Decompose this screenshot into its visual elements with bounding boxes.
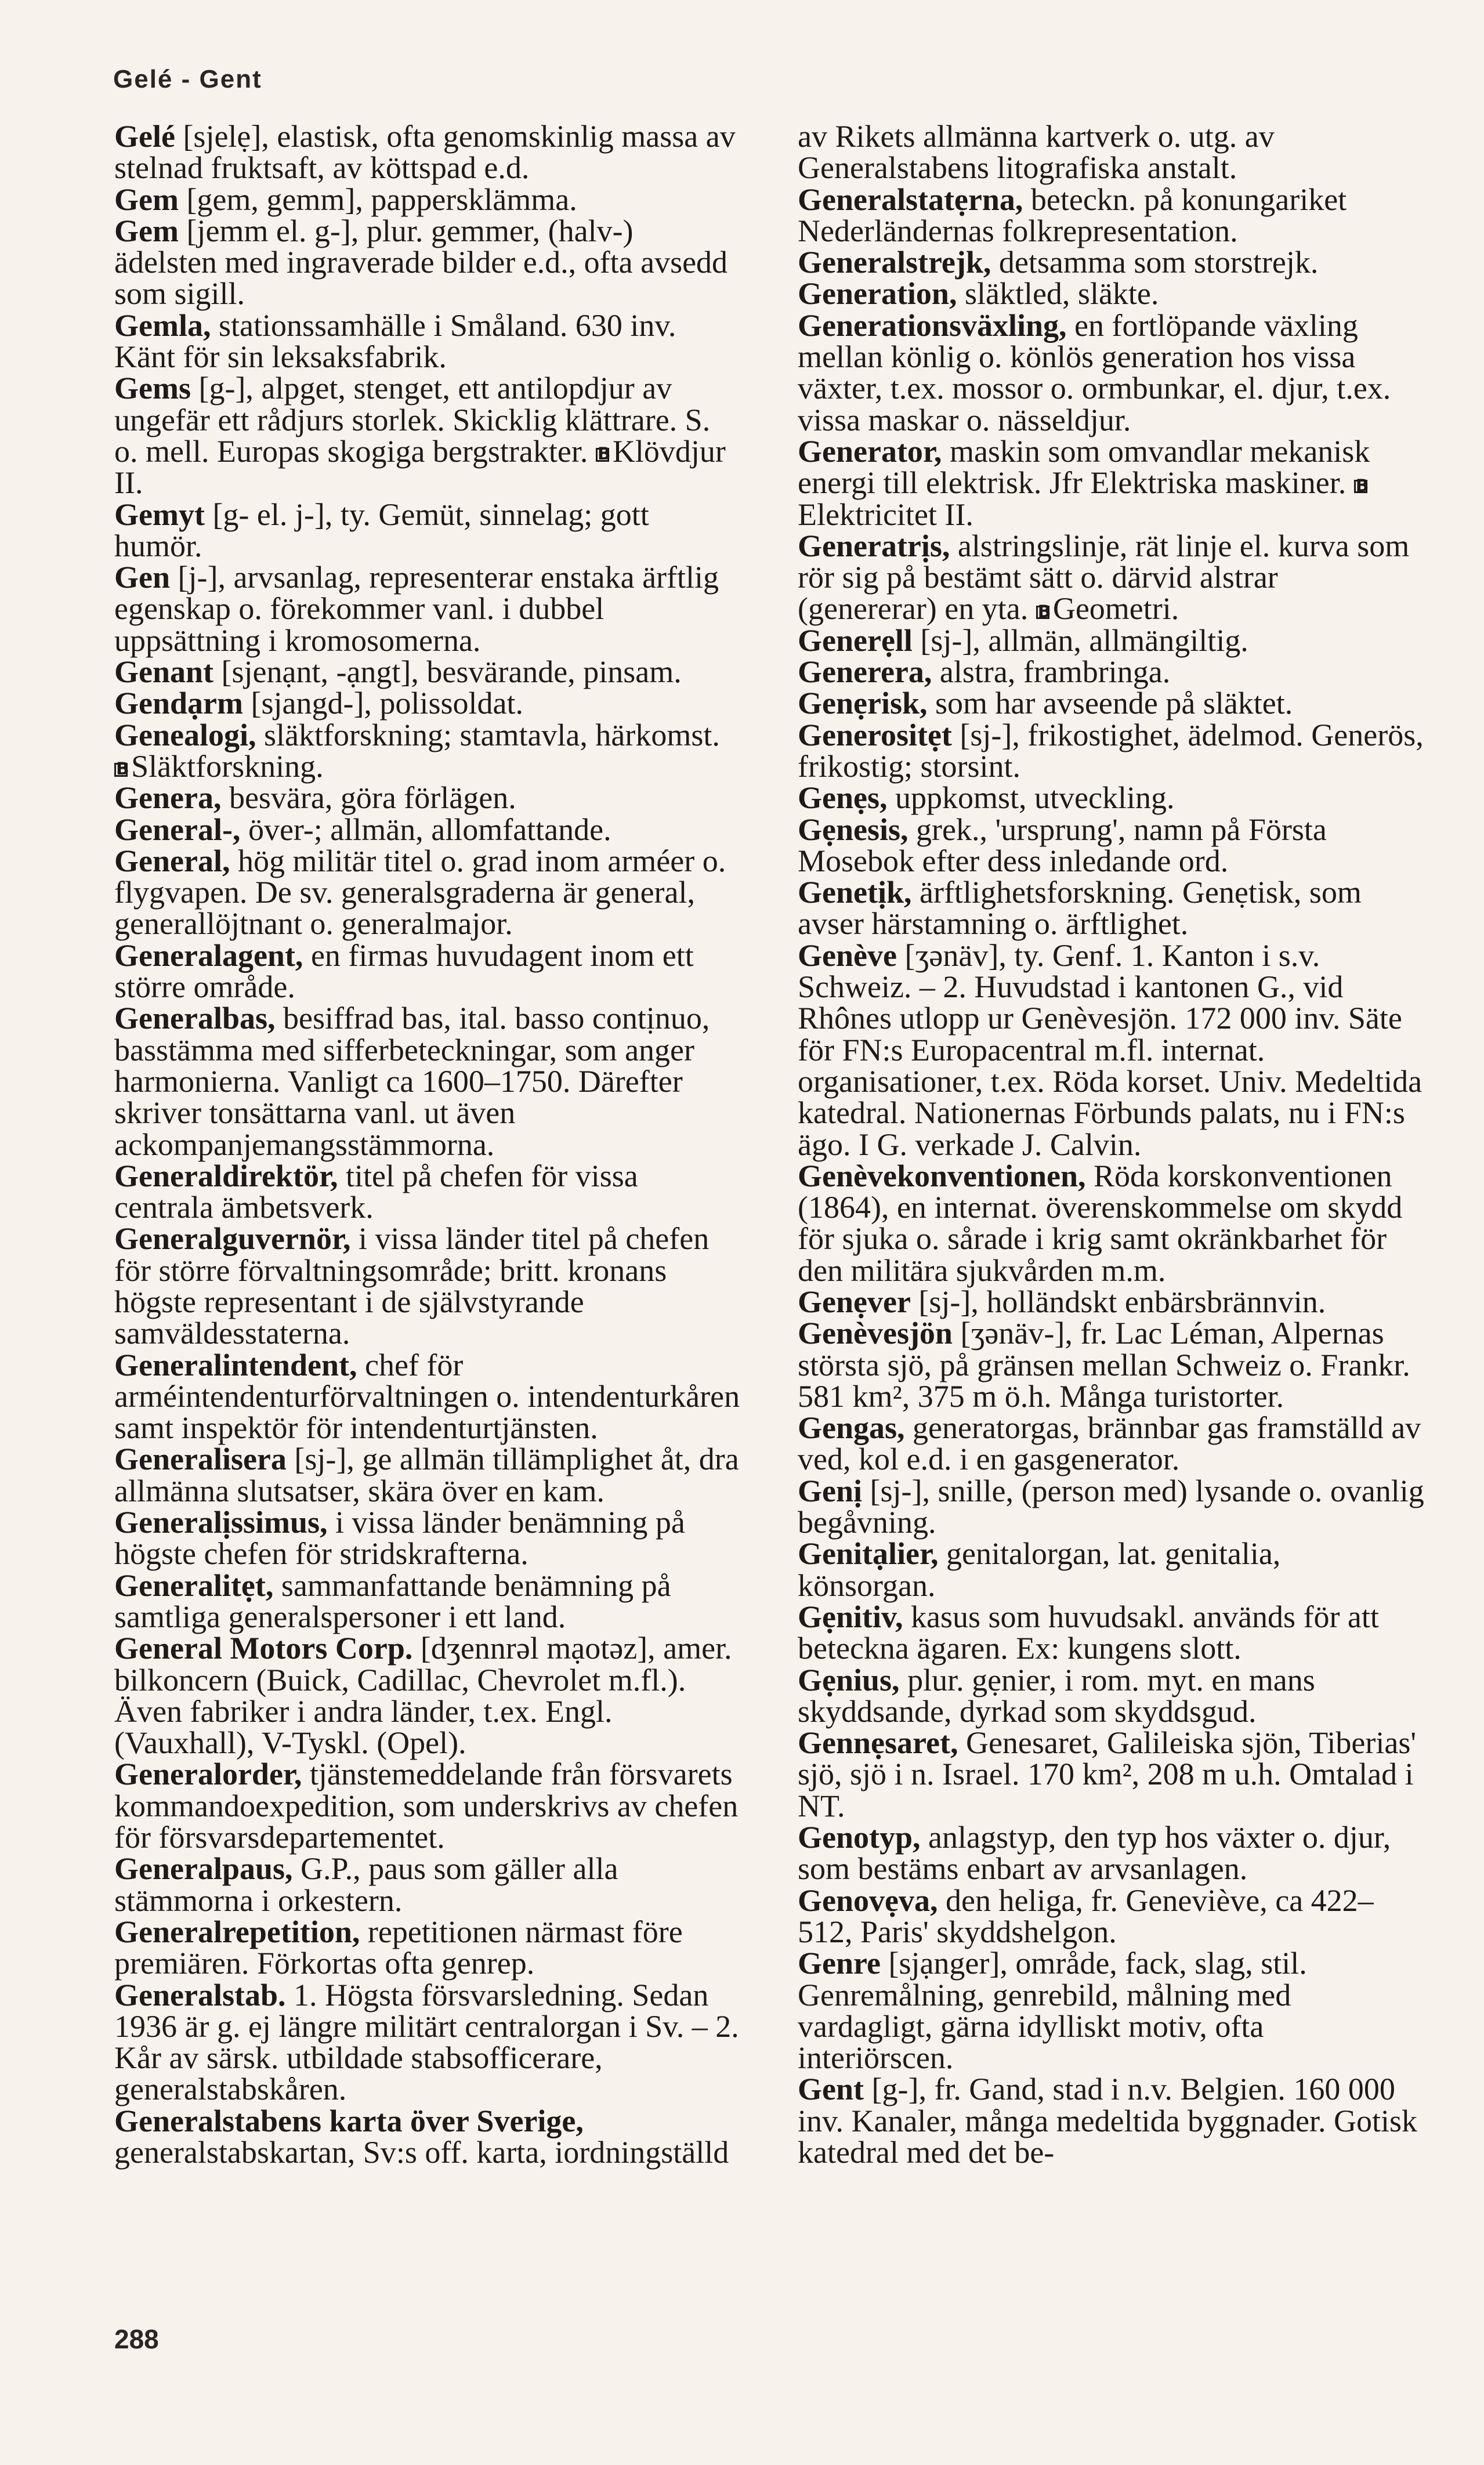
entry-definition: plur. gẹnier, i rom. myt. en mans skyddsande, dyrkad som skyddsgud. [798, 1662, 1315, 1729]
dictionary-entry [114, 1979, 741, 2105]
dictionary-entry [798, 780, 1424, 816]
dictionary-entry [798, 1412, 1424, 1475]
entry-headword: Generalpaus, [114, 1851, 293, 1887]
entry-definition: stationssamhälle i Småland. 630 inv. Känt för sin leksaksfabrik. [114, 307, 676, 375]
entry-headword: Generalstabens karta över Sverige, [114, 2103, 584, 2138]
entry-definition: [sj-], frikostighet, ädelmod. Generös, frikostig; storsint. [798, 717, 1424, 784]
dictionary-entry [798, 1946, 1424, 2076]
entry-headword: Gelé [114, 119, 175, 154]
entry-definition: [sj-], snille, (person med) lysande o. ovanlig begåvning. [798, 1473, 1424, 1540]
entry-definition: i vissa länder benämning på högste chefen för stridskrafterna. [114, 1505, 685, 1572]
dictionary-entry [798, 2073, 1424, 2168]
entry-headword: Generaldirektör, [114, 1158, 338, 1193]
entry-definition: [jemm el. g-], plur. gemmer, (halv-) ädelsten med ingraverade bilder e.d., ofta avsedd som sigill. [114, 213, 728, 312]
left-column [114, 121, 741, 2168]
dictionary-entry [798, 719, 1424, 783]
entry-headword: Gems [114, 371, 191, 406]
entry-definition: kasus som huvudsakl. används för att beteckna ägaren. Ex: kungens slott. [798, 1599, 1379, 1666]
entry-definition: över-; allmän, allomfattande. [240, 812, 611, 847]
entry-definition: [g- el. j-], ty. Gemüt, sinnelag; gott humör. [114, 497, 649, 563]
dictionary-entry [798, 247, 1424, 278]
dictionary-entry [798, 1727, 1424, 1822]
see-reference-icon: B [596, 448, 609, 461]
dictionary-entry [114, 1758, 741, 1853]
dictionary-entry [798, 121, 1424, 184]
see-reference-target: Släktforskning. [131, 748, 324, 784]
entry-definition: [sjelẹ], elastisk, ofta genomskinlig massa av stelnad fruktsaft, av köttspad e.d. [114, 119, 736, 186]
dictionary-entry [114, 780, 741, 816]
entry-headword: Generalstab. [114, 1977, 286, 2012]
dictionary-entry [798, 1160, 1424, 1286]
dictionary-entry [114, 2105, 741, 2169]
dictionary-entry [114, 1853, 741, 1916]
see-reference-icon: B [1036, 606, 1049, 619]
entry-definition: besiffrad bas, ital. basso contịnuo, basstämma med sifferbeteckningar, som anger harmonierna. Vanligt ca 1600–1750. Därefter skriver tonsättarna vanl. ut även ackompanjemangsstämmorna. [114, 1001, 710, 1162]
dictionary-entry [798, 276, 1424, 312]
dictionary-entry [114, 719, 741, 783]
entry-headword: Genovẹva, [798, 1883, 938, 1918]
entry-definition: en fortlöpande växling mellan könlig o. könlös generation hos vissa växter, t.ex. mossor o. ormbunkar, el. djur, t.ex. vissa maskar o. nässeldjur. [798, 307, 1391, 437]
dictionary-entry [114, 121, 741, 184]
entry-headword: Generositẹt [798, 717, 952, 752]
entry-definition: hög militär titel o. grad inom arméer o. flygvapen. De sv. generalsgraderna är general, generallöjtnant o. generalmajor. [114, 843, 726, 942]
dictionary-entry [114, 845, 741, 940]
entry-headword: Generalitẹt, [114, 1568, 274, 1603]
entry-headword: Gemla, [114, 307, 211, 343]
dictionary-entry [798, 433, 1424, 532]
entry-definition: som har avseende på släktet. [927, 686, 1293, 721]
entry-headword: Gẹnesis, [798, 812, 909, 847]
entry-headword: Genève [798, 938, 897, 973]
dictionary-entry [798, 687, 1424, 719]
entry-definition: i vissa länder titel på chefen för större förvaltningsområde; britt. kronans högste representant i de självstyrande samväldesstaterna. [114, 1221, 710, 1351]
entry-definition: [sj-], allmän, allmängiltig. [912, 622, 1248, 658]
entry-definition: [dʒennrəl mạotəz], amer. bilkoncern (Buick, Cadillac, Chevrolet m.fl.). Även fabriker i andra länder, t.ex. Engl. (Vauxhall), V-Tyskl. (Opel). [114, 1631, 732, 1761]
entry-headword: Genre [798, 1946, 881, 1981]
dictionary-entry [798, 1317, 1424, 1412]
see-reference-target: Klövdjur II. [114, 433, 726, 501]
entry-definition: ärftlighetsforskning. Genẹtisk, som avser härstamning o. ärftlighet. [798, 875, 1362, 942]
see-reference-icon: B [1354, 480, 1367, 493]
entry-definition: besvära, göra förlägen. [221, 780, 516, 816]
dictionary-entry [798, 1885, 1424, 1948]
entry-definition: detsamma som storstrejk. [991, 245, 1319, 280]
entry-definition: Röda korskonventionen (1864), en internat. överenskommelse om skydd för sjuka o. sårade i krig samt okränkbarhet för den militära sjukvården m.m. [798, 1158, 1403, 1288]
entry-definition: genitalorgan, lat. genitalia, könsorgan. [798, 1536, 1281, 1603]
entry-headword: Genèvekonventionen, [798, 1158, 1086, 1193]
entry-headword: Generatrịs, [798, 528, 950, 563]
entry-headword: Generationsväxling, [798, 307, 1067, 343]
entry-definition: släktforskning; stamtavla, härkomst. [256, 717, 720, 752]
dictionary-entry [114, 654, 741, 690]
entry-headword: Gen [114, 560, 171, 595]
dictionary-entry [114, 1507, 741, 1570]
entry-headword: Genotyp, [798, 1820, 921, 1855]
entry-headword: Generalbas, [114, 1001, 276, 1036]
entry-headword: Generator, [798, 433, 942, 469]
entry-headword: Generalstrejk, [798, 245, 991, 280]
dictionary-entry [114, 814, 741, 845]
entry-definition: [ʒənäv-], fr. Lac Léman, Alpernas största sjö, på gränsen mellan Schweiz o. Frankr. 581 km², 375 m ö.h. Många turistorter. [798, 1316, 1410, 1414]
dictionary-entry [114, 307, 741, 375]
dictionary-entry [114, 371, 741, 501]
entry-definition: 1. Högsta försvarsledning. Sedan 1936 är g. ej längre militärt centralorgan i Sv. – 2. Kår av särsk. utbildade stabsofficerare, generalstabskåren. [114, 1977, 739, 2107]
entry-definition: [sj-], holländskt enbärsbrännvin. [910, 1284, 1326, 1319]
dictionary-entry [798, 530, 1424, 625]
entry-headword: Gengas, [798, 1410, 905, 1446]
entry-definition: [sjạnger], område, fack, slag, stil. Genremålning, genrebild, målning med vardagligt, gärna idylliskt motiv, ofta interiörscen. [798, 1946, 1307, 2076]
dictionary-entry [798, 1538, 1424, 1601]
entry-definition: sammanfattande benämning på samtliga generalspersoner i ett land. [114, 1568, 671, 1634]
entry-headword: General Motors Corp. [114, 1631, 413, 1666]
dictionary-entry [798, 1286, 1424, 1317]
entry-definition: [j-], arvsanlag, representerar enstaka ärftlig egenskap o. förekommer vanl. i dubbel uppsättning i kromosomerna. [114, 560, 719, 658]
entry-definition: [sjangd-], polissoldat. [243, 686, 523, 721]
dictionary-entry [114, 940, 741, 1003]
entry-definition: grek., 'ursprung', namn på Första Mosebok efter dess inledande ord. [798, 812, 1327, 878]
dictionary-entry [114, 1160, 741, 1224]
dictionary-entry [114, 1916, 741, 1979]
entry-headword: Generẹll [798, 622, 913, 658]
dictionary-entry [798, 1664, 1424, 1728]
running-head: Gelé - Gent [113, 65, 262, 93]
entry-headword: Generalịssimus, [114, 1505, 328, 1540]
entry-definition: beteckn. på konungariket Nederländernas folkrepresentation. [798, 182, 1347, 248]
entry-definition: alstringslinje, rät linje el. kurva som rör sig på bestämt sätt o. därvid alstrar (genererar) en yta. [798, 528, 1410, 627]
entry-headword: Genẹver [798, 1284, 911, 1319]
entry-headword: Gemyt [114, 497, 205, 532]
page-number: 288 [114, 2324, 159, 2354]
entry-definition: maskin som omvandlar mekanisk energi till elektrisk. Jfr Elektriska maskiner. [798, 433, 1370, 501]
entry-headword: Generalintendent, [114, 1347, 357, 1382]
entry-definition: [gem, gemm], pappersklämma. [178, 182, 577, 217]
entry-definition: titel på chefen för vissa centrala ämbetsverk. [114, 1158, 638, 1225]
entry-definition: en firmas huvudagent inom ett större område. [114, 938, 694, 1005]
entry-definition: av Rikets allmänna kartverk o. utg. av Generalstabens litografiska anstalt. [798, 119, 1275, 186]
dictionary-entry [798, 940, 1424, 1160]
entry-definition: den heliga, fr. Geneviève, ca 422–512, Paris' skyddshelgon. [798, 1883, 1374, 1949]
dictionary-entry [114, 1443, 741, 1507]
dictionary-entry [114, 499, 741, 562]
entry-definition: tjänstemeddelande från försvarets kommandoexpedition, som underskrivs av chefen för försvarsdepartementet. [114, 1757, 739, 1855]
entry-headword: General-, [114, 812, 241, 847]
entry-headword: Gẹnitiv, [798, 1599, 903, 1634]
right-column [798, 121, 1424, 2168]
dictionary-entry [798, 814, 1424, 877]
dictionary-entry [798, 654, 1424, 690]
dictionary-entry [114, 687, 741, 719]
see-reference-icon: B [114, 763, 128, 776]
entry-headword: Genị [798, 1473, 863, 1508]
entry-definition: repetitionen närmast före premiären. Förkortas ofta genrep. [114, 1914, 683, 1981]
dictionary-entry [114, 1223, 741, 1349]
dictionary-entry [114, 1349, 741, 1444]
entry-definition: [g-], fr. Gand, stad i n.v. Belgien. 160 000 inv. Kanaler, många medeltida byggnader. Gotisk katedral med det be- [798, 2072, 1418, 2170]
dictionary-entry [798, 1601, 1424, 1664]
entry-headword: Gendạrm [114, 686, 243, 721]
entry-definition: generalstabskartan, Sv:s off. karta, iordningställd [114, 2135, 729, 2170]
entry-headword: Generation, [798, 276, 957, 312]
dictionary-entry [798, 877, 1424, 940]
entry-headword: Genẹs, [798, 780, 888, 816]
dictionary-entry [114, 1631, 741, 1761]
entry-headword: Gem [114, 182, 179, 217]
entry-headword: Generera, [798, 654, 932, 690]
entry-definition: G.P., paus som gäller alla stämmorna i orkestern. [114, 1851, 618, 1918]
entry-headword: Generalorder, [114, 1757, 302, 1792]
entry-definition: [sj-], ge allmän tillämplighet åt, dra allmänna slutsatser, skära över en kam. [114, 1442, 739, 1508]
entry-definition: chef för arméintendenturförvaltningen o. intendenturkåren samt inspektör för intendenturtjänsten. [114, 1347, 740, 1446]
entry-headword: Gennẹsaret, [798, 1725, 958, 1761]
dictionary-entry [114, 562, 741, 656]
entry-headword: Genetịk, [798, 875, 912, 910]
see-reference-target: Elektricitet II. [798, 497, 973, 532]
dictionary-entry [798, 1822, 1424, 1885]
entry-headword: Gem [114, 213, 179, 248]
entry-headword: Gent [798, 2072, 864, 2107]
entry-definition: uppkomst, utveckling. [887, 780, 1175, 816]
entry-headword: General, [114, 843, 230, 878]
entry-headword: Genant [114, 654, 214, 690]
entry-headword: Generalrepetition, [114, 1914, 360, 1949]
entry-definition: anlagstyp, den typ hos växter o. djur, som bestäms enbart av arvsanlagen. [798, 1820, 1391, 1887]
dictionary-entry [114, 215, 741, 310]
entry-headword: Generalstatẹrna, [798, 182, 1023, 217]
dictionary-entry [798, 184, 1424, 247]
entry-headword: Genealogi, [114, 717, 256, 752]
entry-headword: Genera, [114, 780, 222, 816]
entry-definition: generatorgas, brännbar gas framställd av ved, kol e.d. i en gasgenerator. [798, 1410, 1421, 1477]
dictionary-entry [798, 1475, 1424, 1539]
entry-definition: [ʒənäv], ty. Genf. 1. Kanton i s.v. Schweiz. – 2. Huvudstad i kantonen G., vid Rhônes utlopp ur Genèvesjön. 172 000 inv. Säte för FN:s Europacentral m.fl. internat. organisationer, t.ex. Röda korset. Univ. Medeltida katedral. Nationernas Förbunds palats, nu i FN:s ägo. I G. verkade J. Calvin. [798, 938, 1423, 1162]
entry-headword: Genèvesjön [798, 1316, 953, 1351]
dictionary-entry [798, 622, 1424, 658]
dictionary-entry [114, 184, 741, 215]
entry-headword: Genitạlier, [798, 1536, 939, 1572]
entry-headword: Genẹrisk, [798, 686, 928, 721]
entry-definition: alstra, frambringa. [932, 654, 1171, 690]
dictionary-entry [798, 307, 1424, 437]
entry-definition: [g-], alpget, stenget, ett antilopdjur av ungefär ett rådjurs storlek. Skicklig klättrare. S. o. mell. Europas skogiga bergstrakter. [114, 371, 711, 469]
entry-definition: [sjenạnt, -ạngt], besvärande, pinsam. [213, 654, 682, 690]
entry-definition: släktled, släkte. [957, 276, 1159, 312]
entry-headword: Generalguvernör, [114, 1221, 351, 1257]
dictionary-entry [114, 1570, 741, 1633]
entry-definition: Genesaret, Galileiska sjön, Tiberias' sjö, sjö i n. Israel. 170 km², 208 m u.h. Omtalad i NT. [798, 1725, 1417, 1823]
see-reference-target: Geometri. [1052, 591, 1179, 627]
dictionary-entry [114, 1002, 741, 1160]
entry-headword: Gẹnius, [798, 1662, 900, 1697]
entry-headword: Generalisera [114, 1442, 287, 1477]
entry-headword: Generalagent, [114, 938, 303, 973]
